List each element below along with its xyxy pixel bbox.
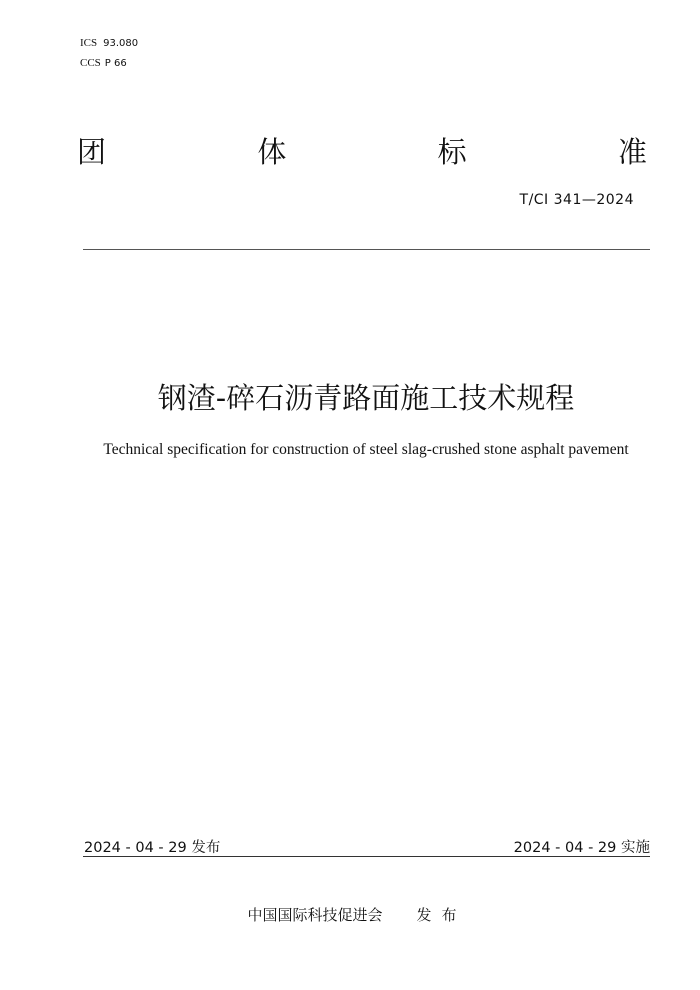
- document-title-english: Technical specification for construction of steel slag-crushed stone asphalt pavement: [103, 441, 629, 458]
- ccs-value: P 66: [104, 58, 127, 69]
- standard-type-char: 团: [77, 135, 107, 169]
- ics-value: 93.080: [103, 38, 139, 49]
- classification-codes: [80, 33, 138, 73]
- document-title-chinese: 钢渣-碎石沥青路面施工技术规程: [157, 381, 575, 415]
- publish-date: 2024 - 04 - 29 发布: [84, 840, 221, 856]
- ccs-code: [80, 53, 138, 73]
- publisher-action: 发布: [416, 906, 467, 924]
- ccs-label: CCS: [80, 57, 101, 69]
- standard-type-char: 准: [617, 135, 647, 169]
- header-divider: [83, 249, 650, 250]
- effective-date: 2024 - 04 - 29 实施: [513, 840, 650, 856]
- standard-type-char: 体: [257, 135, 287, 169]
- publisher-line: [0, 904, 700, 925]
- publisher-name: 中国国际科技促进会: [247, 906, 383, 924]
- standard-type-char: 标: [437, 135, 467, 169]
- footer-divider: [83, 856, 650, 857]
- ics-code: [80, 33, 138, 53]
- standard-number: T/CI 341—2024: [519, 192, 634, 208]
- standard-type-heading: [77, 134, 647, 170]
- ics-label: ICS: [80, 37, 98, 49]
